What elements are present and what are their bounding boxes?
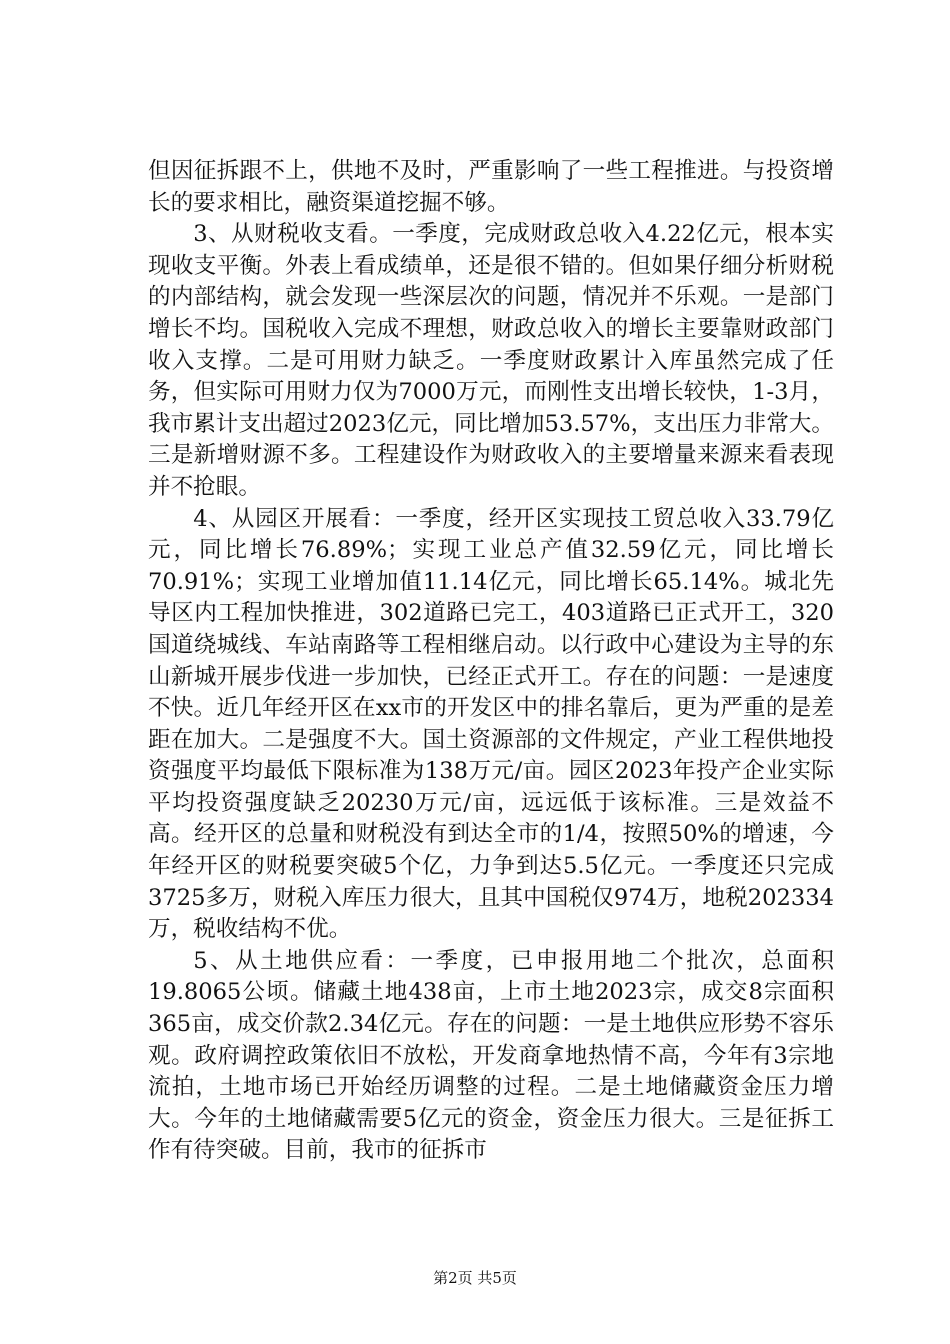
paragraph-park-development: 4、从园区开展看：一季度，经开区实现技工贸总收入33.79亿元，同比增长76.89%；实现工业总产值32.59亿元，同比增长70.91%；实现工业增加值11.14亿元，同比增长65.14%。城北先导区内工程加快推进，302道路已完工，403道路已正式开工，320国道绕城线、车站南路等工程相继启动。以行政中心建设为主导的东山新城开展步伐进一步加快，已经正式开工。存在的问题：一是速度不快。近几年经开区在xx市的开发区中的排名靠后，更为严重的是差距在加大。二是强度不大。国土资源部的文件规定，产业工程供地投资强度平均最低下限标准为138万元/亩。园区2023年投产企业实际平均投资强度缺乏20230万元/亩，远远低于该标准。三是效益不高。经开区的总量和财税没有到达全市的1/4，按照50%的增速，今年经开区的财税要突破5个亿，力争到达5.5亿元。一季度还只完成3725多万，财税入库压力很大，且其中国税仅974万，地税202334万，税收结构不优。 bbox=[148, 505, 834, 943]
paragraph-fiscal-revenue: 3、从财税收支看。一季度，完成财政总收入4.22亿元，根本实现收支平衡。外表上看成绩单，还是很不错的。但如果仔细分析财税的内部结构，就会发现一些深层次的问题，情况并不乐观。一是部门增长不均。国税收入完成不理想，财政总收入的增长主要靠财政部门收入支撑。二是可用财力缺乏。一季度财政累计入库虽然完成了任务，但实际可用财力仅为7000万元，而刚性支出增长较快，1-3月，我市累计支出超过2023亿元，同比增加53.57%，支出压力非常大。三是新增财源不多。工程建设作为财政收入的主要增量来源来看表现并不抢眼。 bbox=[148, 221, 834, 500]
document-body bbox=[148, 156, 834, 1167]
paragraph-continuation: 但因征拆跟不上，供地不及时，严重影响了一些工程推进。与投资增长的要求相比，融资渠道挖掘不够。 bbox=[148, 158, 834, 216]
page-footer: 第2页 共5页 bbox=[433, 1269, 517, 1287]
paragraph-land-supply: 5、从土地供应看：一季度，已申报用地二个批次，总面积19.8065公顷。储藏土地438亩，上市土地2023宗，成交8宗面积365亩，成交价款2.34亿元。存在的问题：一是土地供应形势不容乐观。政府调控政策依旧不放松，开发商拿地热情不高，今年有3宗地流拍，土地市场已开始经历调整的过程。二是土地储藏资金压力增大。今年的土地储藏需要5亿元的资金，资金压力很大。三是征拆工作有待突破。目前，我市的征拆市 bbox=[148, 947, 834, 1164]
